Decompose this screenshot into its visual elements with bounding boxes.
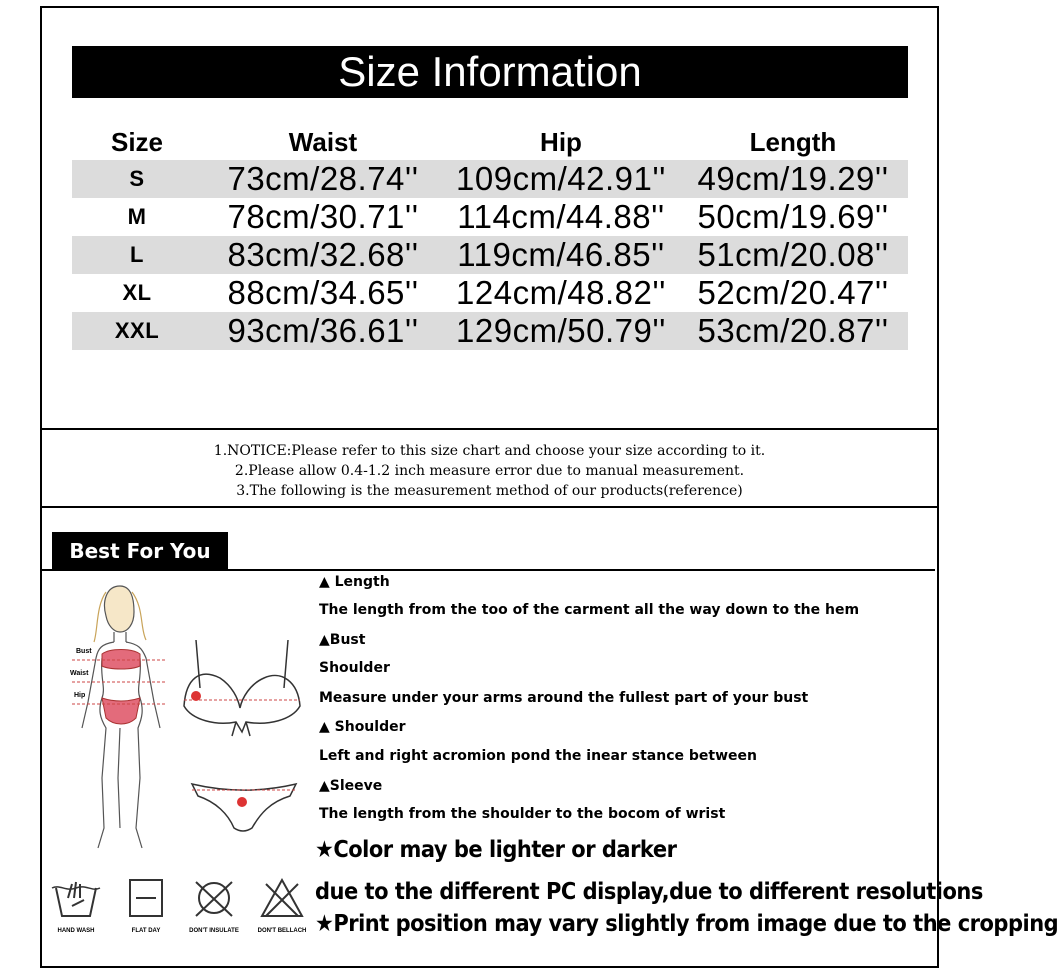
bust-title: ▲Bust: [319, 632, 366, 648]
notice-line-1: 1.NOTICE:Please refer to this size chart and choose your size according to it.: [213, 443, 766, 459]
length-cell: 49cm/19.29'': [678, 160, 908, 198]
length-cell: 53cm/20.87'': [678, 312, 908, 350]
hip-cell: 109cm/42.91'': [444, 160, 678, 198]
notice-line-3: 3.The following is the measurement method of our products(reference): [236, 483, 743, 499]
flat-dry-icon: [116, 876, 176, 920]
color-note: ★Color may be lighter or darker: [315, 836, 677, 863]
flat-dry-label: FLAT DAY: [131, 928, 161, 934]
size-cell: XL: [122, 280, 152, 305]
waist-cell: 73cm/28.74'': [202, 160, 444, 198]
waist-label: Waist: [70, 670, 89, 677]
bikini-top-diagram: [180, 628, 304, 738]
notice-line-2: 2.Please allow 0.4-1.2 inch measure error due to manual measurement.: [234, 463, 745, 479]
hip-cell: 124cm/48.82'': [456, 274, 666, 311]
waist-cell: 93cm/36.61'': [202, 312, 444, 350]
size-table: [72, 124, 908, 350]
header-waist: Waist: [288, 126, 358, 157]
model-figure-illustration: [62, 578, 178, 862]
best-for-you-title: Best For You: [52, 532, 228, 570]
pc-display-note: due to the different PC display,due to different resolutions: [315, 878, 983, 905]
dont-insulate-label: DON'T INSULATE: [189, 928, 239, 934]
length-title: ▲ Length: [319, 574, 390, 590]
sleeve-description: The length from the shoulder to the bocom of wrist: [319, 806, 726, 822]
hand-wash-icon: [46, 876, 106, 920]
table-row: [72, 198, 908, 236]
hip-cell: 129cm/50.79'': [444, 312, 678, 350]
shoulder-word: Shoulder: [319, 660, 390, 676]
print-position-note: ★Print position may vary slightly from image due to the cropping: [315, 910, 1058, 937]
divider: [42, 569, 935, 571]
header-length: Length: [749, 126, 837, 157]
hip-cell: 119cm/46.85'': [444, 236, 678, 274]
table-header-row: [72, 124, 908, 160]
sleeve-title: ▲Sleeve: [319, 778, 383, 794]
size-cell: XXL: [72, 312, 202, 350]
bikini-bottom-diagram: [186, 774, 302, 834]
header-size: Size: [110, 126, 164, 157]
size-cell: L: [72, 236, 202, 274]
table-row: [72, 236, 908, 274]
length-cell: 50cm/19.69'': [697, 198, 889, 235]
dont-bleach-icon: [252, 876, 312, 920]
size-cell: S: [72, 160, 202, 198]
hip-label: Hip: [74, 692, 86, 699]
length-cell: 52cm/20.47'': [697, 274, 889, 311]
length-cell: 51cm/20.08'': [678, 236, 908, 274]
bust-label: Bust: [76, 648, 92, 655]
waist-cell: 78cm/30.71'': [227, 198, 419, 235]
waist-cell: 88cm/34.65'': [227, 274, 419, 311]
table-row: [72, 274, 908, 312]
size-cell: M: [127, 204, 147, 229]
dont-insulate-icon: [184, 876, 244, 920]
bust-description: Measure under your arms around the fullest part of your bust: [319, 690, 809, 706]
dont-bleach-label: DON'T BELLACH: [257, 928, 307, 934]
waist-cell: 83cm/32.68'': [202, 236, 444, 274]
size-information-title: Size Information: [72, 46, 908, 98]
shoulder-description: Left and right acromion pond the inear stance between: [319, 748, 757, 764]
length-description: The length from the too of the carment all the way down to the hem: [319, 602, 860, 618]
hand-wash-label: HAND WASH: [57, 928, 95, 934]
table-row: [72, 312, 908, 350]
table-row: [72, 160, 908, 198]
header-hip: Hip: [540, 126, 582, 157]
hip-cell: 114cm/44.88'': [457, 198, 665, 235]
shoulder-title: ▲ Shoulder: [319, 719, 406, 735]
